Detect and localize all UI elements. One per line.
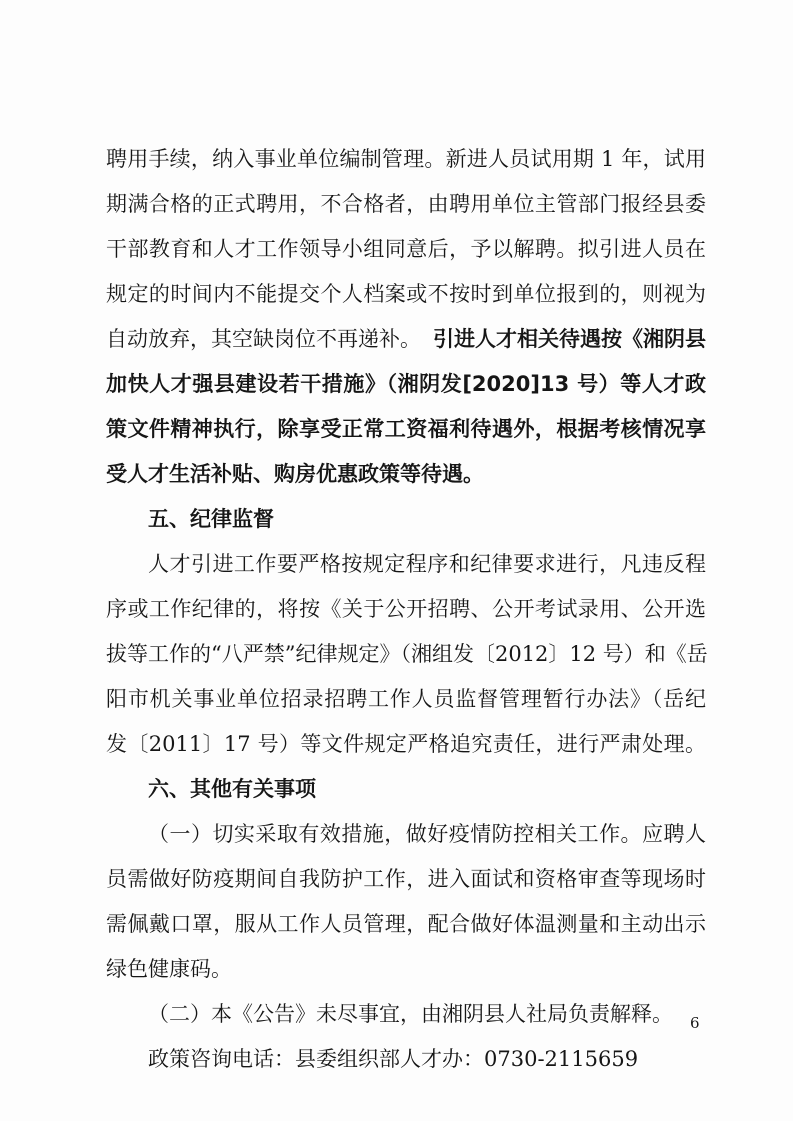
body-line-13: 阳市机关事业单位招录招聘工作人员监督管理暂行办法》（岳纪 [106,687,706,711]
body-line-1: 聘用手续，纳入事业单位编制管理。新进人员试用期 1 年，试用 [106,147,706,171]
body-line-5b-bold: 引进人才相关待遇按《湘阴县 [433,327,706,351]
section-heading-other-matters: 六、其他有关事项 [148,777,316,801]
body-line-19: 绿色健康码。 [106,957,232,981]
body-line-17: 员需做好防疫期间自我防护工作，进入面试和资格审查等现场时 [106,867,706,891]
body-line-12: 拔等工作的“八严禁”纪律规定》（湘组发〔2012〕12 号）和《岳 [106,642,708,666]
body-line-10: 人才引进工作要严格按规定程序和纪律要求进行，凡违反程 [148,552,706,576]
body-line-7-bold: 策文件精神执行，除享受正常工资福利待遇外，根据考核情况享 [106,417,706,441]
body-line-11: 序或工作纪律的，将按《关于公开招聘、公开考试录用、公开选 [106,597,706,621]
body-line-14: 发〔2011〕17 号）等文件规定严格追究责任，进行严肃处理。 [106,732,706,756]
body-line-16: （一）切实采取有效措施，做好疫情防控相关工作。应聘人 [148,822,706,846]
page-number: 6 [690,1014,700,1032]
contact-phone-line: 政策咨询电话：县委组织部人才办：0730-2115659 [148,1047,639,1071]
body-line-4: 规定的时间内不能提交个人档案或不按时到单位报到的，则视为 [106,282,706,306]
body-line-3: 干部教育和人才工作领导小组同意后，予以解聘。拟引进人员在 [106,237,706,261]
section-heading-discipline: 五、纪律监督 [148,507,274,531]
body-line-20: （二）本《公告》未尽事宜，由湘阴县人社局负责解释。 [148,1002,673,1026]
body-line-8-bold: 受人才生活补贴、购房优惠政策等待遇。 [106,462,484,486]
body-line-2: 期满合格的正式聘用，不合格者，由聘用单位主管部门报经县委 [106,192,706,216]
body-line-18: 需佩戴口罩，服从工作人员管理，配合做好体温测量和主动出示 [106,912,706,936]
body-line-6-bold: 加快人才强县建设若干措施》（湘阴发[2020]13 号）等人才政 [106,372,706,396]
body-line-5a: 自动放弃，其空缺岗位不再递补。 [106,327,421,351]
